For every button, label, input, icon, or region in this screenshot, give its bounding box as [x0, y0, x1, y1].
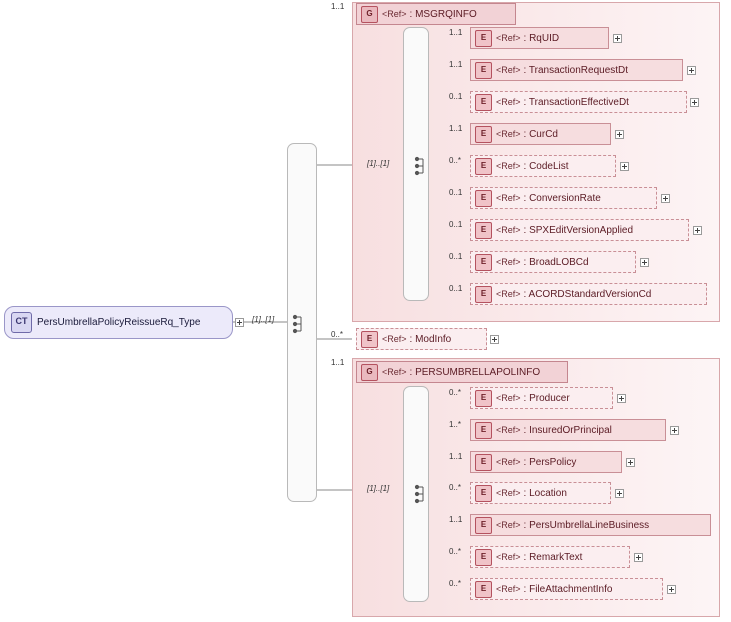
- expand-icon-root[interactable]: [235, 318, 244, 327]
- element-badge-icon: E: [475, 390, 492, 407]
- cardinality-modinfo: 0..*: [331, 330, 344, 339]
- group-badge-icon: G: [361, 364, 378, 381]
- ref-label: <Ref>: [496, 97, 521, 107]
- ref-label: <Ref>: [496, 584, 521, 594]
- element-node-conversionrate[interactable]: [470, 187, 657, 209]
- element-node-insuredorprincipal[interactable]: [470, 419, 666, 441]
- complextype-node-root[interactable]: [4, 306, 233, 339]
- expand-icon-location[interactable]: [615, 489, 624, 498]
- cardinality-perspolicy: 1..1: [449, 452, 463, 461]
- element-name: : SPXEditVersionApplied: [523, 224, 634, 236]
- element-badge-icon: E: [475, 30, 492, 47]
- cardinality-transactioneffectivedt: 0..1: [449, 92, 463, 101]
- cardinality-spxeditversionapplied: 0..1: [449, 220, 463, 229]
- element-node-acordstandardversioncd[interactable]: [470, 283, 707, 305]
- expand-icon-perspolicy[interactable]: [626, 458, 635, 467]
- element-node-broadlobcd[interactable]: [470, 251, 636, 273]
- ref-label: <Ref>: [382, 334, 407, 344]
- ref-label: <Ref>: [496, 520, 521, 530]
- sequence-cardinality-persumbrellapolinfo: [1]..[1]: [367, 484, 390, 493]
- cardinality-msgrqinfo: 1..1: [331, 2, 345, 11]
- ref-label: <Ref>: [382, 9, 407, 19]
- element-badge-icon: E: [475, 94, 492, 111]
- ref-label: <Ref>: [496, 425, 521, 435]
- ref-label: <Ref>: [496, 488, 521, 498]
- element-node-location[interactable]: [470, 482, 611, 504]
- expand-icon-insuredorprincipal[interactable]: [670, 426, 679, 435]
- expand-icon-rquid[interactable]: [613, 34, 622, 43]
- element-badge-icon: E: [475, 62, 492, 79]
- element-badge-icon: E: [475, 485, 492, 502]
- cardinality-broadlobcd: 0..1: [449, 252, 463, 261]
- element-name: : RqUID: [523, 32, 560, 44]
- element-name: : Location: [523, 487, 567, 499]
- element-name: : TransactionEffectiveDt: [523, 96, 629, 108]
- ref-label: <Ref>: [496, 33, 521, 43]
- element-name: : RemarkText: [523, 551, 583, 563]
- element-node-spxeditversionapplied[interactable]: [470, 219, 689, 241]
- cardinality-fileattachmentinfo: 0..*: [449, 579, 462, 588]
- cardinality-persumbrellalinebusiness: 1..1: [449, 515, 463, 524]
- element-name: : FileAttachmentInfo: [523, 583, 613, 595]
- group-badge-icon: G: [361, 6, 378, 23]
- cardinality-remarktext: 0..*: [449, 547, 462, 556]
- cardinality-producer: 0..*: [449, 388, 462, 397]
- cardinality-root: [1]..[1]: [252, 315, 275, 324]
- element-node-remarktext[interactable]: [470, 546, 630, 568]
- element-badge-icon: E: [475, 286, 492, 303]
- expand-icon-conversionrate[interactable]: [661, 194, 670, 203]
- element-node-transactioneffectivedt[interactable]: [470, 91, 687, 113]
- expand-icon-remarktext[interactable]: [634, 553, 643, 562]
- ref-label: <Ref>: [496, 552, 521, 562]
- element-name: : CodeList: [523, 160, 569, 172]
- complextype-name: PersUmbrellaPolicyReissueRq_Type: [37, 317, 201, 328]
- expand-icon-transactioneffectivedt[interactable]: [690, 98, 699, 107]
- ref-label: <Ref>: [382, 367, 407, 377]
- element-node-codelist[interactable]: [470, 155, 616, 177]
- element-name: : Producer: [523, 392, 570, 404]
- cardinality-codelist: 0..*: [449, 156, 462, 165]
- cardinality-insuredorprincipal: 1..*: [449, 420, 462, 429]
- ref-label: <Ref>: [496, 225, 521, 235]
- element-badge-icon: E: [475, 581, 492, 598]
- group-node-msgrqinfo[interactable]: [356, 3, 516, 25]
- element-badge-icon: E: [475, 126, 492, 143]
- element-name: : PersUmbrellaLineBusiness: [523, 519, 650, 531]
- sequence-icon-persumbrellapolinfo: [414, 483, 430, 505]
- sequence-icon-root: [292, 313, 308, 335]
- element-badge-icon: E: [475, 517, 492, 534]
- group-node-persumbrellapolinfo[interactable]: [356, 361, 568, 383]
- element-name: : PersPolicy: [523, 456, 577, 468]
- element-name: : TransactionRequestDt: [523, 64, 629, 76]
- ref-label: <Ref>: [496, 457, 521, 467]
- element-badge-icon: E: [475, 549, 492, 566]
- cardinality-rquid: 1..1: [449, 28, 463, 37]
- element-node-persumbrellalinebusiness[interactable]: [470, 514, 711, 536]
- cardinality-persumbrellapolinfo: 1..1: [331, 358, 345, 367]
- element-badge-icon: E: [475, 222, 492, 239]
- complextype-badge-icon: CT: [11, 312, 32, 333]
- element-node-producer[interactable]: [470, 387, 613, 409]
- cardinality-transactionrequestdt: 1..1: [449, 60, 463, 69]
- sequence-cardinality-msgrqinfo: [1]..[1]: [367, 159, 390, 168]
- cardinality-curcd: 1..1: [449, 124, 463, 133]
- ref-label: <Ref>: [496, 129, 521, 139]
- element-node-fileattachmentinfo[interactable]: [470, 578, 663, 600]
- element-node-perspolicy[interactable]: [470, 451, 622, 473]
- element-name: : BroadLOBCd: [523, 256, 589, 268]
- group-name: : PERSUMBRELLAPOLINFO: [409, 366, 541, 378]
- expand-icon-spxeditversionapplied[interactable]: [693, 226, 702, 235]
- expand-icon-codelist[interactable]: [620, 162, 629, 171]
- ref-label: <Ref>: [496, 65, 521, 75]
- element-node-transactionrequestdt[interactable]: [470, 59, 683, 81]
- cardinality-conversionrate: 0..1: [449, 188, 463, 197]
- ref-label: <Ref>: [496, 193, 521, 203]
- element-name: : ACORDStandardVersionCd: [523, 288, 652, 300]
- ref-label: <Ref>: [496, 257, 521, 267]
- group-name: : MSGRQINFO: [409, 8, 477, 20]
- expand-icon-modinfo[interactable]: [490, 335, 499, 344]
- element-badge-icon: E: [475, 422, 492, 439]
- element-name: : ModInfo: [409, 333, 452, 345]
- expand-icon-transactionrequestdt[interactable]: [687, 66, 696, 75]
- cardinality-acordstandardversioncd: 0..1: [449, 284, 463, 293]
- element-node-curcd[interactable]: [470, 123, 611, 145]
- ref-label: <Ref>: [496, 393, 521, 403]
- sequence-icon-msgrqinfo: [414, 155, 430, 177]
- element-name: : CurCd: [523, 128, 558, 140]
- ref-label: <Ref>: [496, 289, 521, 299]
- element-name: : InsuredOrPrincipal: [523, 424, 612, 436]
- element-badge-icon: E: [475, 190, 492, 207]
- element-name: : ConversionRate: [523, 192, 601, 204]
- expand-icon-curcd[interactable]: [615, 130, 624, 139]
- element-node-rquid[interactable]: [470, 27, 609, 49]
- element-badge-icon: E: [361, 331, 378, 348]
- expand-icon-broadlobcd[interactable]: [640, 258, 649, 267]
- element-badge-icon: E: [475, 158, 492, 175]
- expand-icon-fileattachmentinfo[interactable]: [667, 585, 676, 594]
- element-badge-icon: E: [475, 254, 492, 271]
- cardinality-location: 0..*: [449, 483, 462, 492]
- expand-icon-producer[interactable]: [617, 394, 626, 403]
- ref-label: <Ref>: [496, 161, 521, 171]
- element-node-modinfo[interactable]: [356, 328, 487, 350]
- element-badge-icon: E: [475, 454, 492, 471]
